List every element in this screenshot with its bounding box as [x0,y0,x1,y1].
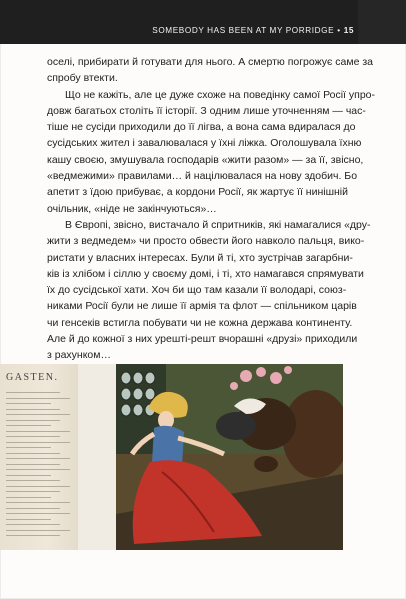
running-title: SOMEBODY HAS BEEN AT MY PORRIDGE [152,26,335,35]
text-line: з рахунком… [47,349,111,362]
text-line: ків із хлібом і сіллю у своєму домі, і ті, хто намагався спрямувати [47,267,364,280]
text-line: сусідських жител і завалювалася у їхні ліжка. Оголошувала їхню [47,137,362,150]
page-number: 15 [343,26,354,35]
text-line: спробу втекти. [47,72,118,85]
figure [0,356,406,557]
text-line: очільник, «ніде не закінчуються»… [47,202,217,215]
text-line: никами Росії були не лише її армія та флот — спільником царів [47,300,357,313]
text-line: апетит з їдою прибуває, а кордони Росії, як жартує її нинішній [47,186,348,199]
text-line: чи генсеків встигла побувати чи не кожна держава континенту. [47,316,353,329]
header-bar-end [358,0,406,44]
text-line: довж багатьох століть її історії. З одним лише уточненням — час- [47,104,366,117]
text-line: їх до сусідської хати. Хоч би що там казали її володарі, союз- [47,284,347,297]
text-line: Що не кажіть, але це дуже схоже на поведінку самої Росії упро- [65,88,376,101]
text-line: Але й до кожної з них урешті-решт вчорашні «друзі» приходили [47,333,358,346]
text-line: кашу своєю, змушувала господарів «жити разом» — за її, звісно, [47,153,364,166]
header-bar [0,0,406,44]
running-head [152,26,354,35]
text-line: тіше не сусіди приходили до її лігва, а вона сама вдиралася до [47,121,356,134]
text-line: ристати у власних інтересах. Були й ті, хто зустрічав загарбни- [47,251,353,264]
old-book-page-fragment [0,364,78,550]
old-page-text-lines [6,392,70,541]
old-page-heading: GASTEN. [6,372,59,383]
text-line: оселі, прибирати й готувати для нього. А смертю погрожує саме за [47,56,373,68]
text-line: жити з ведмедем» чи просто обвести його навколо пальця, вико- [47,235,365,248]
text-line: «ведмежими» правилами… й націлювалася на нову здобич. Бо [47,170,358,183]
running-head-separator: • [337,26,341,35]
goldilocks-illustration [116,364,343,550]
text-line: В Європі, звісно, вистачало й спритників, які намагалися «дру- [65,218,371,231]
illustration-art [116,364,343,550]
body-text [47,54,376,364]
blank-page-strip [78,364,118,550]
